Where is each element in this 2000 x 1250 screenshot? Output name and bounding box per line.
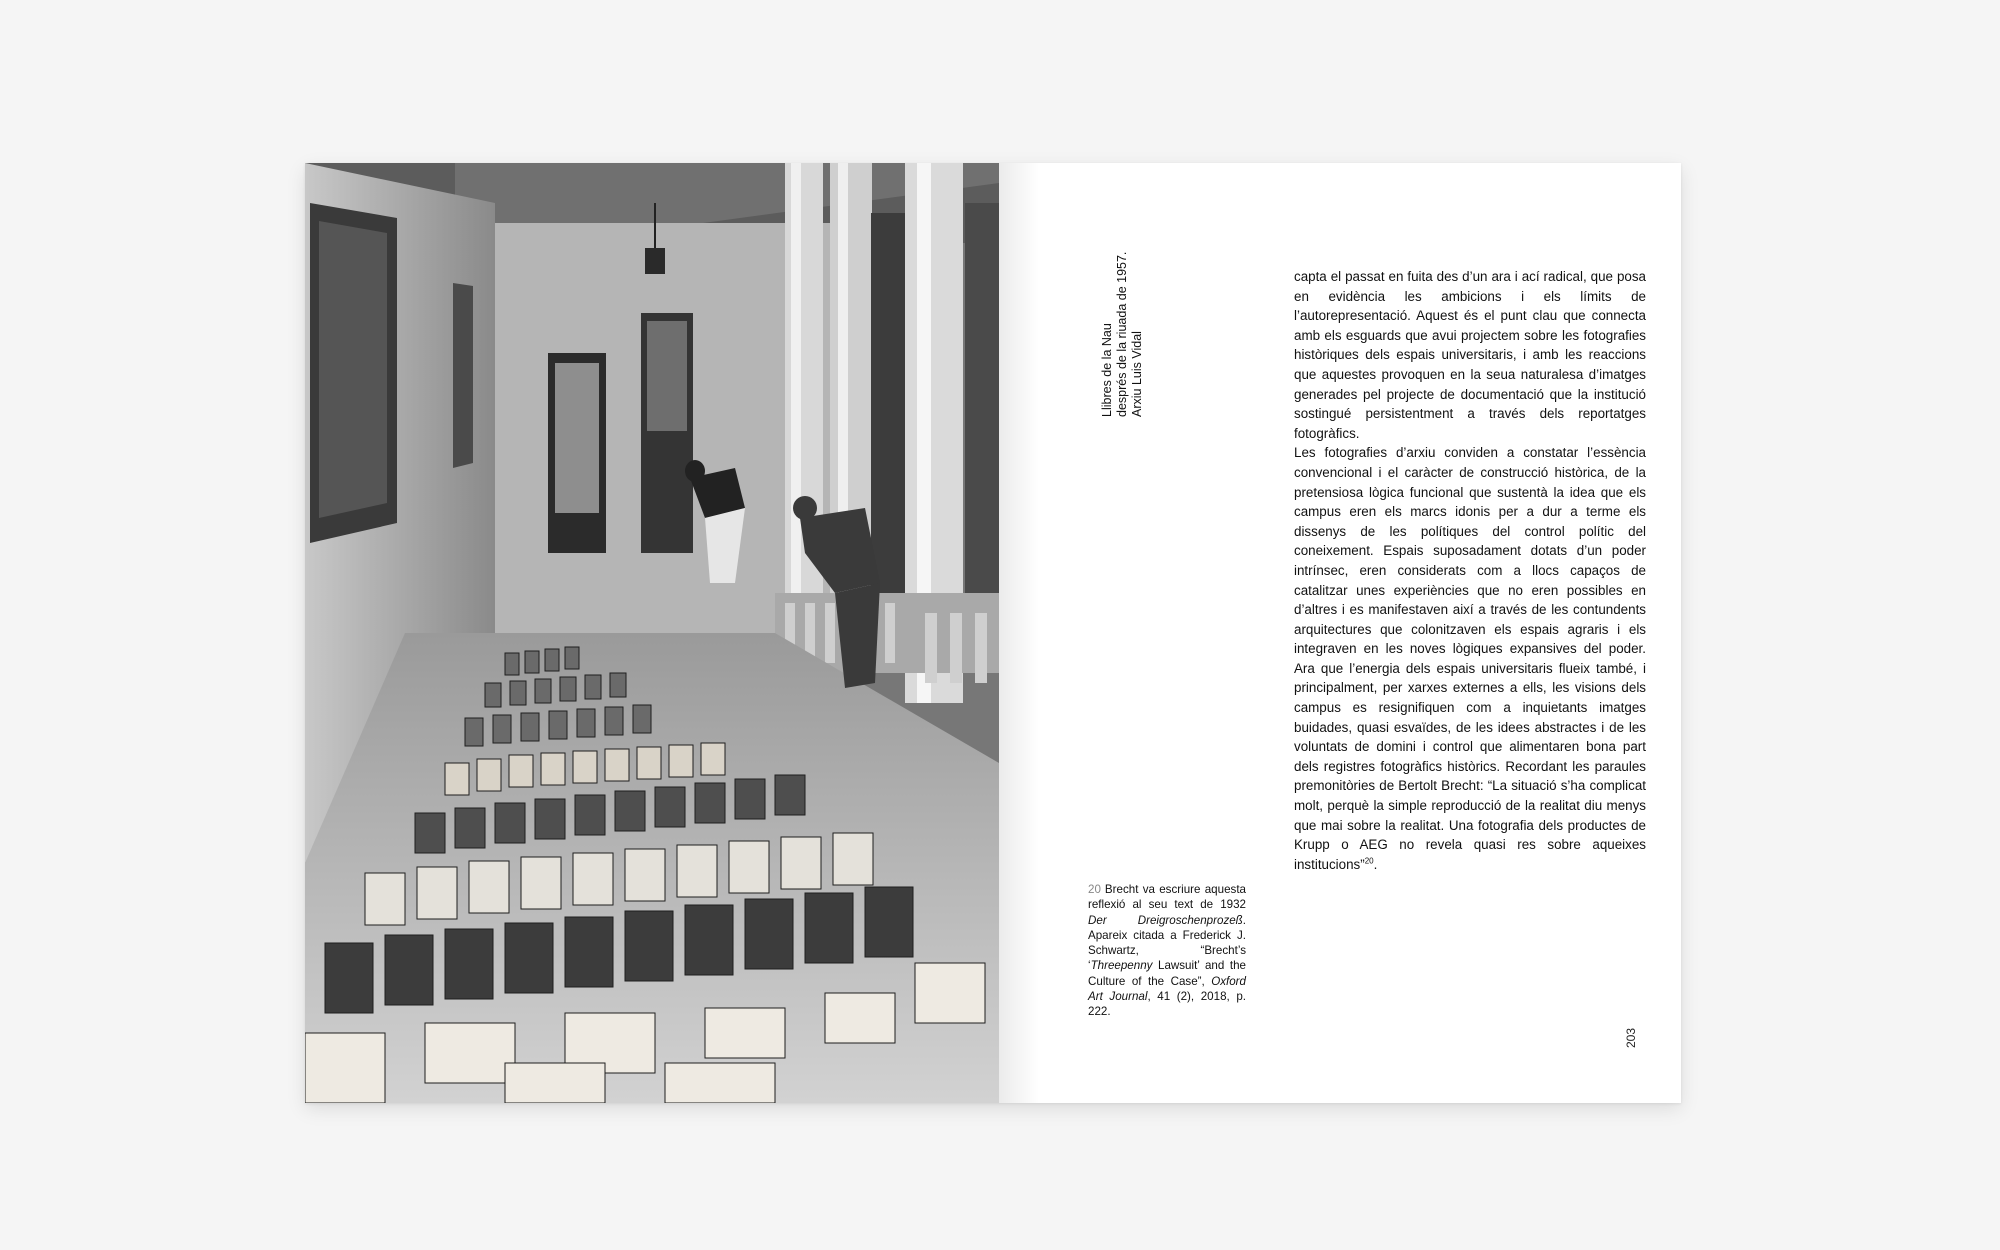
paragraph-2-text: Les fotografies d’arxiu conviden a constatar l’essència convencional i el caràcter de construcció històrica, de la pretensiosa lògica funcional que sustentà la idea que els campus eren els marcs idonis per a dur a terme els dissenys de les polítiques del control polític del coneixement. Espais suposadament dotats d’un poder intrínsec, eren considerats com a llocs capaços de catalitzar unes experiències que no eren possibles en d’altres i es manifestaven així a través de les contundents arquitectures que colonitzaven els espais agraris i els integraven en les noves lògiques expansives del poder. Ara que l’energia dels espais universitaris flueix també, i principalment, per xarxes externes a ells, les visions dels campus es resignifiquen com a inquietants imatges buidades, quasi esvaïdes, de les idees abstractes i de les voluntats de domini i control que alimentaren bona part dels registres fotogràfics històrics. Recordant les paraules premonitòries de Bertolt Brecht: “La situació s’ha complicat molt, perquè la simple reproducció de la realitat diu menys que mai sobre la realitat. Una fotografia dels productes de Krupp o AEG no revela quasi res sobre aqueixes institucions” <box>1294 445 1646 872</box>
left-page-photo <box>305 163 999 1103</box>
paragraph-2: Les fotografies d’arxiu conviden a constatar l’essència convencional i el caràcter de construcció històrica, de la pretensiosa lògica funcional que sustentà la idea que els campus eren els marcs idonis per a dur a terme els dissenys de les polítiques del control polític del coneixement. Espais suposadament dotats d’un poder intrínsec, eren considerats com a llocs capaços de catalitzar unes experiències que no eren possibles en d’altres i es manifestaven així a través de les contundents arquitectures que colonitzaven els espais agraris i els integraven en les noves lògiques expansives del poder. Ara que l’energia dels espais universitaris flueix també, i principalment, per xarxes externes a ells, les visions dels campus es resignifiquen com a inquietants imatges buidades, quasi esvaïdes, de les idees abstractes i de les voluntats de domini i control que alimentaren bona part dels registres fotogràfics històrics. Recordant les paraules premonitòries de Bertolt Brecht: “La situació s’ha complicat molt, perquè la simple reproducció de la realitat diu menys que mai sobre la realitat. Una fotografia dels productes de Krupp o AEG no revela quasi res sobre aqueixes institucions”$^{20}$. <box>1294 445 1646 872</box>
paragraph-1: capta el passat en fuita des d’un ara i ací radical, que posa en evidència les ambicions i els límits de l’autorepresentació. Aquest és el punt clau que connecta amb els esguards que avui projectem sobre les fotografies històriques dels espais universitaris, i amb les reaccions que aquestes provoquen en la seua naturalesa d’imatges generades pel projecte de documentació que la institució sostingué persistentment a través dels reportatges fotogràfics. <box>1294 269 1646 441</box>
caption-line-1: Llibres de la Nau <box>1100 323 1114 417</box>
right-page <box>999 163 1681 1103</box>
footnote-number: 20 <box>1088 883 1101 896</box>
footnote-reference[interactable]: 20 <box>1364 856 1374 866</box>
gutter-shadow <box>999 163 1039 1103</box>
page-number: 203 <box>1624 1027 1639 1049</box>
footnote: 20 Brecht va escriure aquesta reflexió al seu text de 1932 Der Dreigroschenprozeß. Apareix citada a Frederick J. Schwartz, “Brecht’s ‘Threepenny Lawsuit’ and the Culture of the Case”, Oxford Art Journal, 41 (2), 2018, p. 222. <box>1088 883 1246 1019</box>
caption-line-3: Arxiu Luis Vidal <box>1130 331 1144 417</box>
photo-caption <box>1100 251 1145 417</box>
body-text <box>1294 267 1646 874</box>
caption-line-2: després de la riuada de 1957. <box>1115 251 1129 417</box>
book-spread <box>305 163 1681 1103</box>
archive-photo-flooded-books <box>305 163 999 1103</box>
